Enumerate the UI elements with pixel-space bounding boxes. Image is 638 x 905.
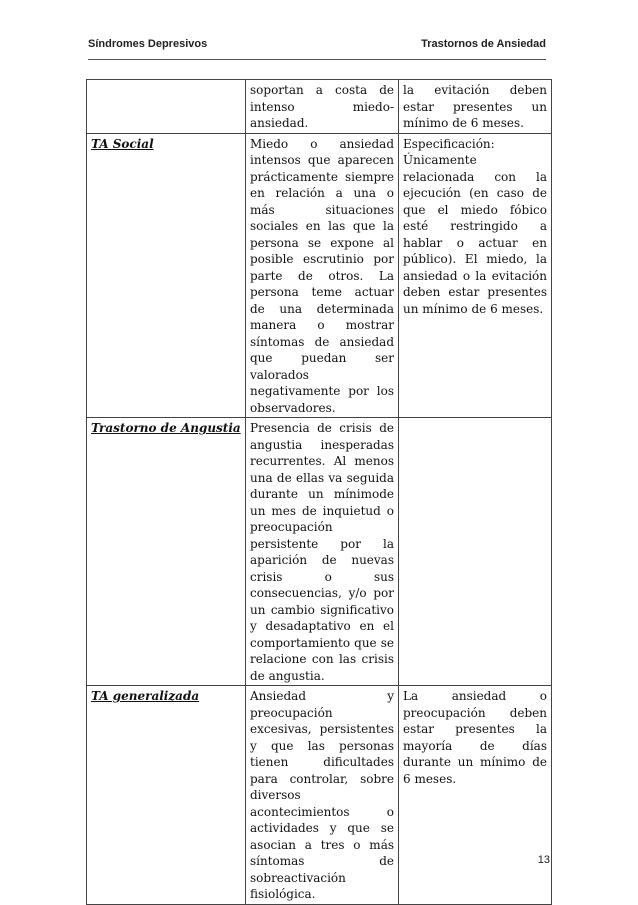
category-label: TA Social <box>91 136 154 151</box>
table-row <box>87 686 552 905</box>
category-cell <box>87 80 246 134</box>
category-cell <box>87 133 246 418</box>
header-left-title: Síndromes Depresivos <box>88 38 208 50</box>
category-cell <box>87 686 246 905</box>
specification-cell: la evitación deben estar presentes un mínimo de 6 meses. <box>399 80 552 134</box>
table-row <box>87 418 552 686</box>
header-divider <box>88 59 546 60</box>
specification-cell: La ansiedad o preocupación deben estar presentes la mayoría de días durante un mínimo de 6 meses. <box>399 686 552 905</box>
criteria-cell: Miedo o ansiedad intensos que aparecen prácticamente siempre en relación a una o más situaciones sociales en las que la persona se expone al posible escrutinio por parte de otros. La persona teme actuar de una determinada manera o mostrar síntomas de ansiedad que puedan ser valorados negativamente por los observadores. <box>246 133 399 418</box>
header-right-title: Trastornos de Ansiedad <box>421 38 546 50</box>
specification-cell: Especificación: Únicamente relacionada con la ejecución (en caso de que el miedo fóbico esté restringido a hablar o actuar en público). El miedo, la ansiedad o la evitación deben estar presentes un mínimo de 6 meses. <box>399 133 552 418</box>
table-row <box>87 133 552 418</box>
category-cell <box>87 418 246 686</box>
category-label: TA generalizada <box>91 689 200 703</box>
criteria-cell: soportan a costa de intenso miedo-ansiedad. <box>246 80 399 134</box>
page-header <box>88 38 546 56</box>
criteria-table <box>86 79 552 905</box>
page-number: 13 <box>537 854 550 866</box>
criteria-cell: Ansiedad y preocupación excesivas, persistentes y que las personas tienen dificultades para controlar, sobre diversos acontecimientos o actividades y que se asocian a tres o más síntomas de sobreactivación fisiológica. <box>246 686 399 905</box>
category-label: Trastorno de Angustia <box>91 421 241 435</box>
criteria-cell: Presencia de crisis de angustia inesperadas recurrentes. Al menos una de ellas va seguida durante un mínimode un mes de inquietud o preocupación persistente por la aparición de nuevas crisis o sus consecuencias, y/o por un cambio significativo y desadaptativo en el comportamiento que se relacione con las crisis de angustia. <box>246 418 399 686</box>
table-row <box>87 80 552 134</box>
specification-cell <box>399 418 552 686</box>
